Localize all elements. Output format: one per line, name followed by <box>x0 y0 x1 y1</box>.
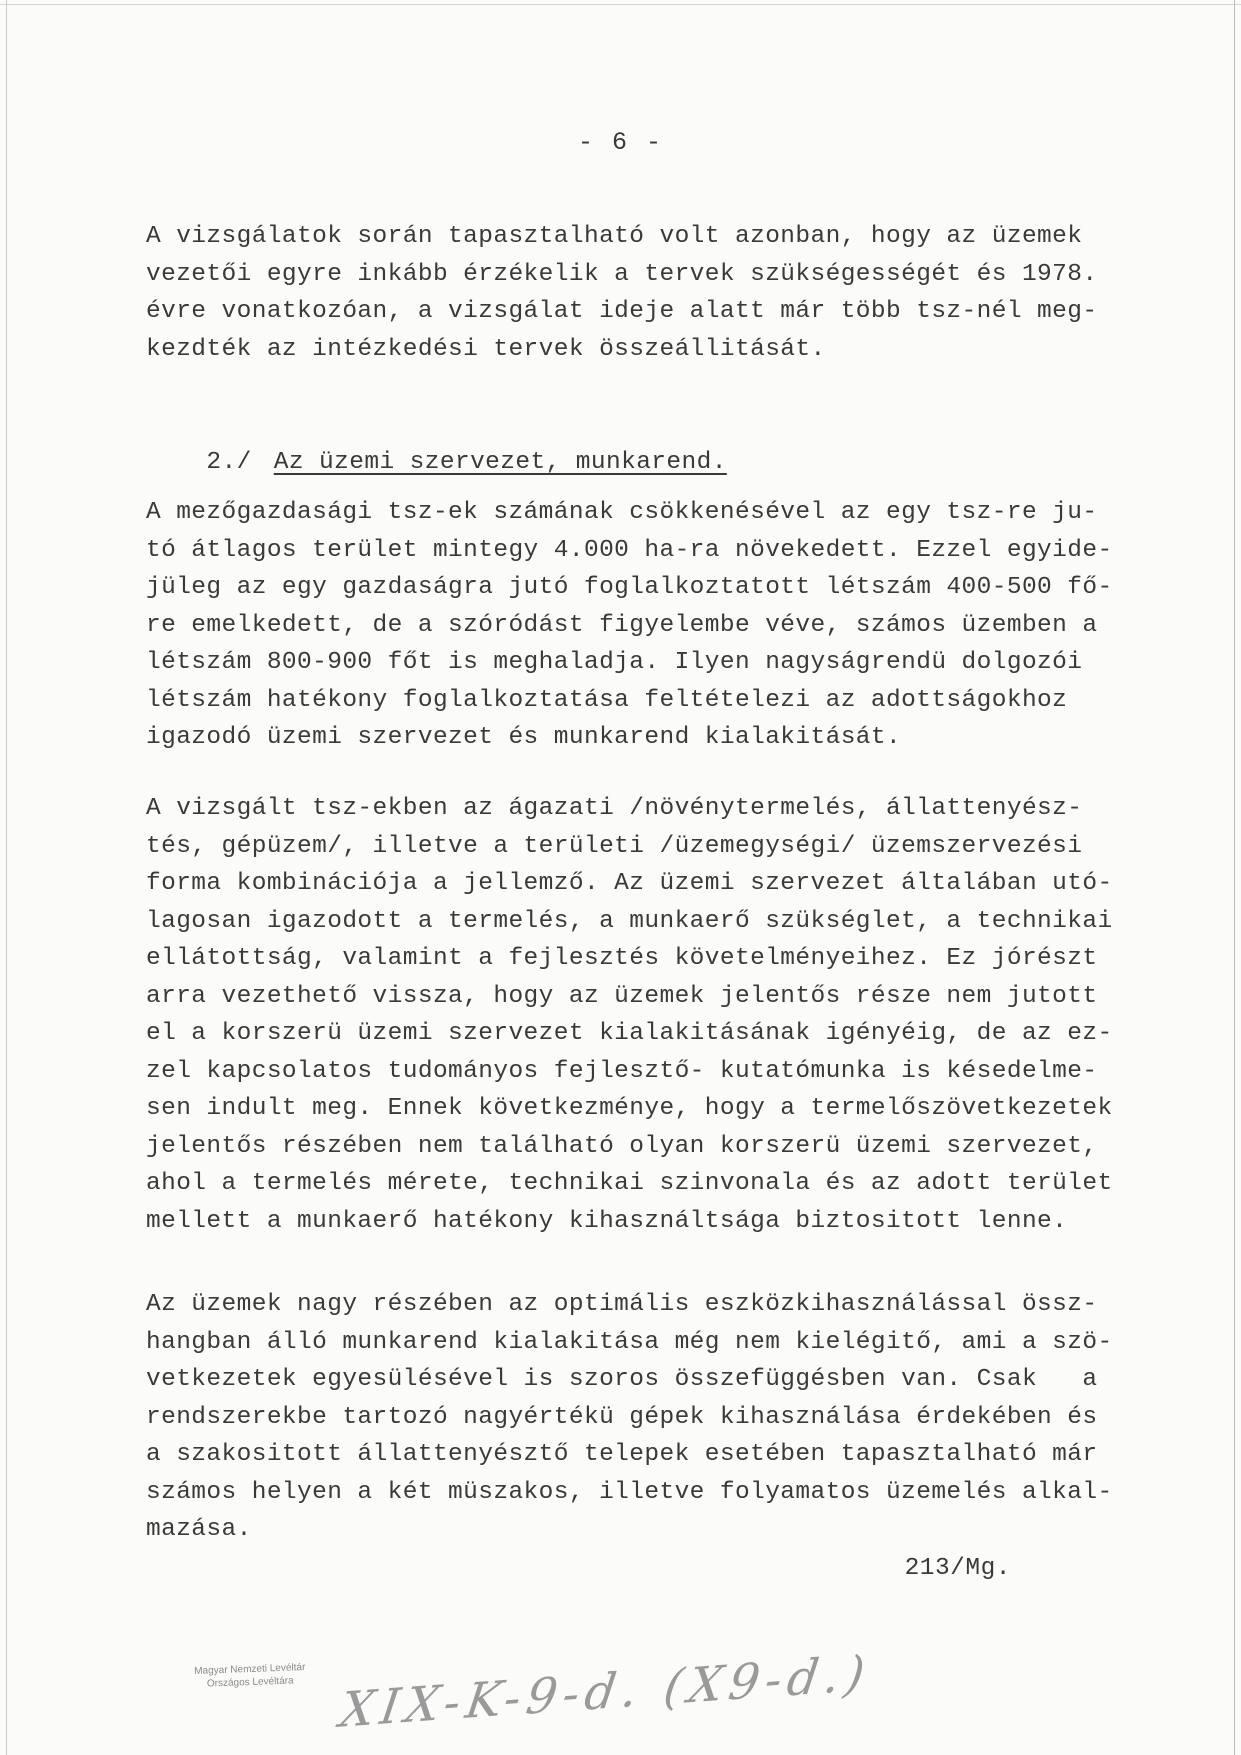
paragraph-line: mellett a munkaerő hatékony kihasználtsága biztositott lenne. <box>146 1207 1068 1235</box>
paragraph-line: létszám 800-900 főt is meghaladja. Ilyen nagyságrendü dolgozói <box>146 649 1083 676</box>
paragraph-line: létszám hatékony foglalkoztatása feltételezi az adottságokhoz <box>146 686 1068 714</box>
paragraph-line: A vizsgált tsz-ekben az ágazati /növénytermelés, állattenyész- <box>146 795 1083 822</box>
paragraph-line: rendszerekbe tartozó nagyértékü gépek kihasználása érdekében és <box>146 1403 1098 1431</box>
paragraph-line: számos helyen a két müszakos, illetve folyamatos üzemelés alkal- <box>146 1478 1113 1506</box>
page-number: - 6 - <box>577 128 663 157</box>
paragraph-line: lagosan igazodott a termelés, a munkaerő szükséglet, a technikai <box>146 907 1113 935</box>
paragraph-line: zel kapcsolatos tudományos fejlesztő- kutatómunka is késedelme- <box>146 1057 1098 1085</box>
paragraph-line: forma kombinációja a jellemző. Az üzemi szervezet általában utó- <box>146 870 1113 897</box>
scan-edge-left <box>6 0 7 1755</box>
section-heading <box>146 422 727 503</box>
paragraph-line: tés, gépüzem/, illetve a területi /üzemegységi/ üzemszervezési <box>146 832 1083 860</box>
section-number: 2./ <box>206 449 252 476</box>
paragraph-line: vezetői egyre inkább érzékelik a tervek szükségességét és 1978. <box>146 260 1098 288</box>
paragraph-line: a szakositott állattenyésztő telepek esetében tapasztalható már <box>146 1441 1098 1468</box>
paragraph-line: Az üzemek nagy részében az optimális eszközkihasználással össz- <box>146 1291 1098 1318</box>
paragraph-line: A mezőgazdasági tsz-ek számának csökkenésével az egy tsz-re ju- <box>146 499 1098 526</box>
paragraph-line: sen indult meg. Ennek következménye, hogy a termelőszövetkezetek <box>146 1095 1113 1122</box>
paragraph-line: mazása. <box>146 1516 252 1543</box>
paragraph-line: tó átlagos terület mintegy 4.000 ha-ra növekedett. Ezzel egyide- <box>146 536 1113 564</box>
paragraph-line: évre vonatkozóan, a vizsgálat ideje alatt már több tsz-nél meg- <box>146 298 1098 325</box>
paragraph-line: vetkezetek egyesülésével is szoros összefüggésben van. Csak a <box>146 1366 1098 1393</box>
paragraph-line: hangban álló munkarend kialakitása még nem kielégitő, ami a szö- <box>146 1328 1113 1356</box>
paragraph-line: ellátottság, valamint a fejlesztés követelményeihez. Ez jórészt <box>146 945 1098 972</box>
paragraph-line: el a korszerü üzemi szervezet kialakitásának igényéig, de az ez- <box>146 1020 1113 1047</box>
paragraph-line: jüleg az egy gazdaságra jutó foglalkoztatott létszám 400-500 fő- <box>146 574 1113 601</box>
scan-edge-right <box>1234 0 1235 1755</box>
archive-stamp-line: Magyar Nemzeti Levéltár <box>194 1662 306 1677</box>
paragraph-line: re emelkedett, de a szóródást figyelembe véve, számos üzemben a <box>146 611 1098 639</box>
archive-stamp-line: Országos Levéltára <box>206 1675 294 1690</box>
paragraph-line: A vizsgálatok során tapasztalható volt azonban, hogy az üzemek <box>146 223 1083 250</box>
paragraph-2 <box>146 494 1136 757</box>
paragraph-line: igazodó üzemi szervezet és munkarend kialakitását. <box>146 724 902 751</box>
document-reference: 213/Mg. <box>904 1555 1011 1582</box>
paragraph-4 <box>146 1286 1136 1549</box>
paragraph-line: jelentős részében nem található olyan korszerü üzemi szervezet, <box>146 1132 1098 1160</box>
archive-signature: XIX-K-9-d. (X9-d.) <box>336 1645 875 1739</box>
section-title: Az üzemi szervezet, munkarend. <box>273 449 727 476</box>
archive-stamp <box>170 1660 331 1692</box>
scan-edge-top <box>0 4 1241 5</box>
paragraph-line: ahol a termelés mérete, technikai szinvonala és az adott terület <box>146 1170 1113 1197</box>
paragraph-line: kezdték az intézkedési tervek összeállitását. <box>146 335 826 363</box>
paragraph-1 <box>146 218 1136 368</box>
paragraph-line: arra vezethető vissza, hogy az üzemek jelentős része nem jutott <box>146 982 1098 1010</box>
paragraph-3 <box>146 790 1136 1240</box>
